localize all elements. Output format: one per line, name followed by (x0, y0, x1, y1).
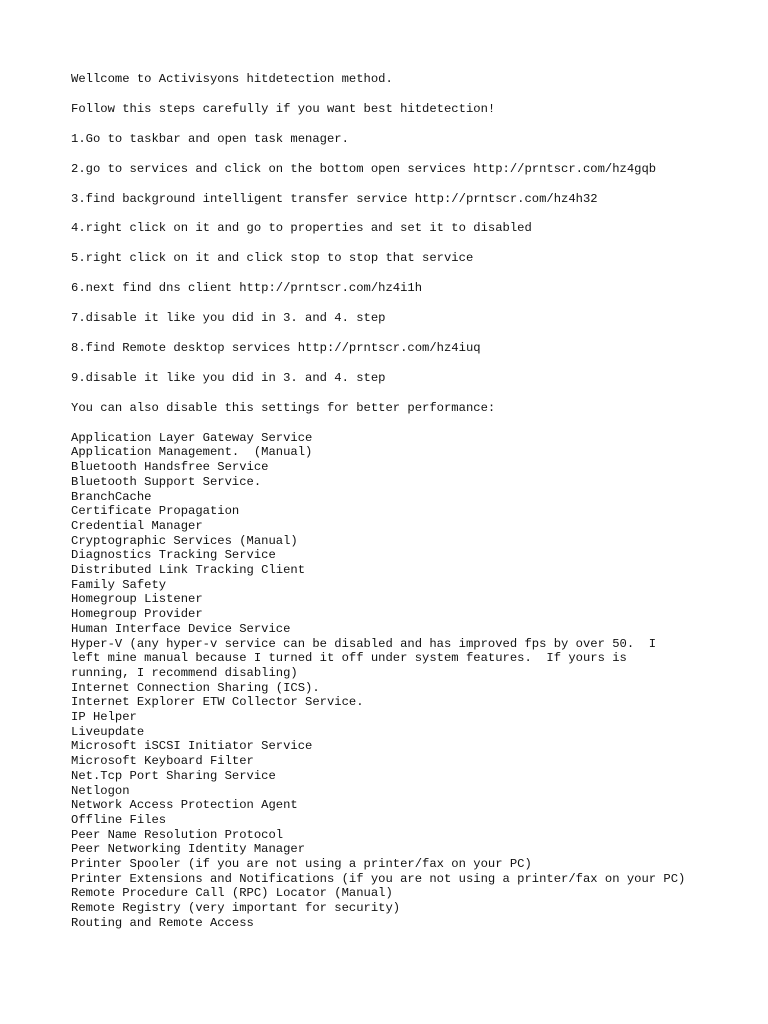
list-item: Certificate Propagation (71, 504, 240, 519)
list-item: Hyper-V (any hyper-v service can be disabled and has improved fps by over 50. I left mine manual because I turned it off under system features. If yours is running, I recommend disabling) (71, 636, 664, 680)
list-item: Distributed Link Tracking Client (71, 563, 306, 578)
list-item: Bluetooth Handsfree Service (71, 460, 269, 475)
list-item: Cryptographic Services (Manual) (71, 533, 298, 548)
list-item: Printer Spooler (if you are not using a printer/fax on your PC) (71, 857, 532, 872)
list-item: Microsoft iSCSI Initiator Service (71, 739, 313, 754)
step-8: 8.find Remote desktop services http://prntscr.com/hz4iuq (71, 341, 481, 356)
list-item: Peer Networking Identity Manager (71, 842, 306, 857)
step-9: 9.disable it like you did in 3. and 4. step (71, 370, 386, 385)
list-item: Credential Manager (71, 518, 203, 533)
list-item: Homegroup Listener (71, 592, 203, 607)
list-item: Internet Connection Sharing (ICS). (71, 680, 320, 695)
step-4: 4.right click on it and go to properties and set it to disabled (71, 221, 532, 236)
list-item: Routing and Remote Access (71, 915, 254, 930)
list-item: Offline Files (71, 812, 167, 827)
list-item: Internet Explorer ETW Collector Service. (71, 695, 364, 710)
list-item: Family Safety (71, 577, 167, 592)
document-body (71, 72, 691, 931)
step-1: 1.Go to taskbar and open task menager. (71, 131, 349, 146)
list-item: Printer Extensions and Notifications (if you are not using a printer/fax on your PC) (71, 871, 686, 886)
intro-welcome: Wellcome to Activisyons hitdetection method. (71, 72, 393, 86)
intro-instructions: Follow this steps carefully if you want best hitdetection! (71, 101, 496, 116)
list-item: IP Helper (71, 710, 137, 725)
services-list (71, 431, 691, 931)
list-item: Netlogon (71, 783, 130, 798)
list-item: Remote Registry (very important for security) (71, 901, 401, 916)
step-5: 5.right click on it and click stop to stop that service (71, 251, 474, 266)
list-item: Application Management. (Manual) (71, 445, 313, 460)
optional-settings-heading: You can also disable this settings for better performance: (71, 400, 496, 415)
list-item: Diagnostics Tracking Service (71, 548, 276, 563)
list-item: Human Interface Device Service (71, 621, 291, 636)
list-item: Net.Tcp Port Sharing Service (71, 768, 276, 783)
list-item: Bluetooth Support Service. (71, 474, 262, 489)
step-3: 3.find background intelligent transfer service http://prntscr.com/hz4h32 (71, 191, 598, 206)
list-item: Remote Procedure Call (RPC) Locator (Manual) (71, 886, 393, 901)
step-7: 7.disable it like you did in 3. and 4. step (71, 311, 386, 326)
list-item: Network Access Protection Agent (71, 798, 298, 813)
step-2: 2.go to services and click on the bottom open services http://prntscr.com/hz4gqb (71, 161, 657, 176)
list-item: Application Layer Gateway Service (71, 430, 313, 445)
list-item: Peer Name Resolution Protocol (71, 827, 284, 842)
list-item: Liveupdate (71, 724, 145, 739)
step-6: 6.next find dns client http://prntscr.com/hz4i1h (71, 281, 423, 296)
list-item: BranchCache (71, 489, 152, 504)
list-item: Homegroup Provider (71, 607, 203, 622)
list-item: Microsoft Keyboard Filter (71, 754, 254, 769)
